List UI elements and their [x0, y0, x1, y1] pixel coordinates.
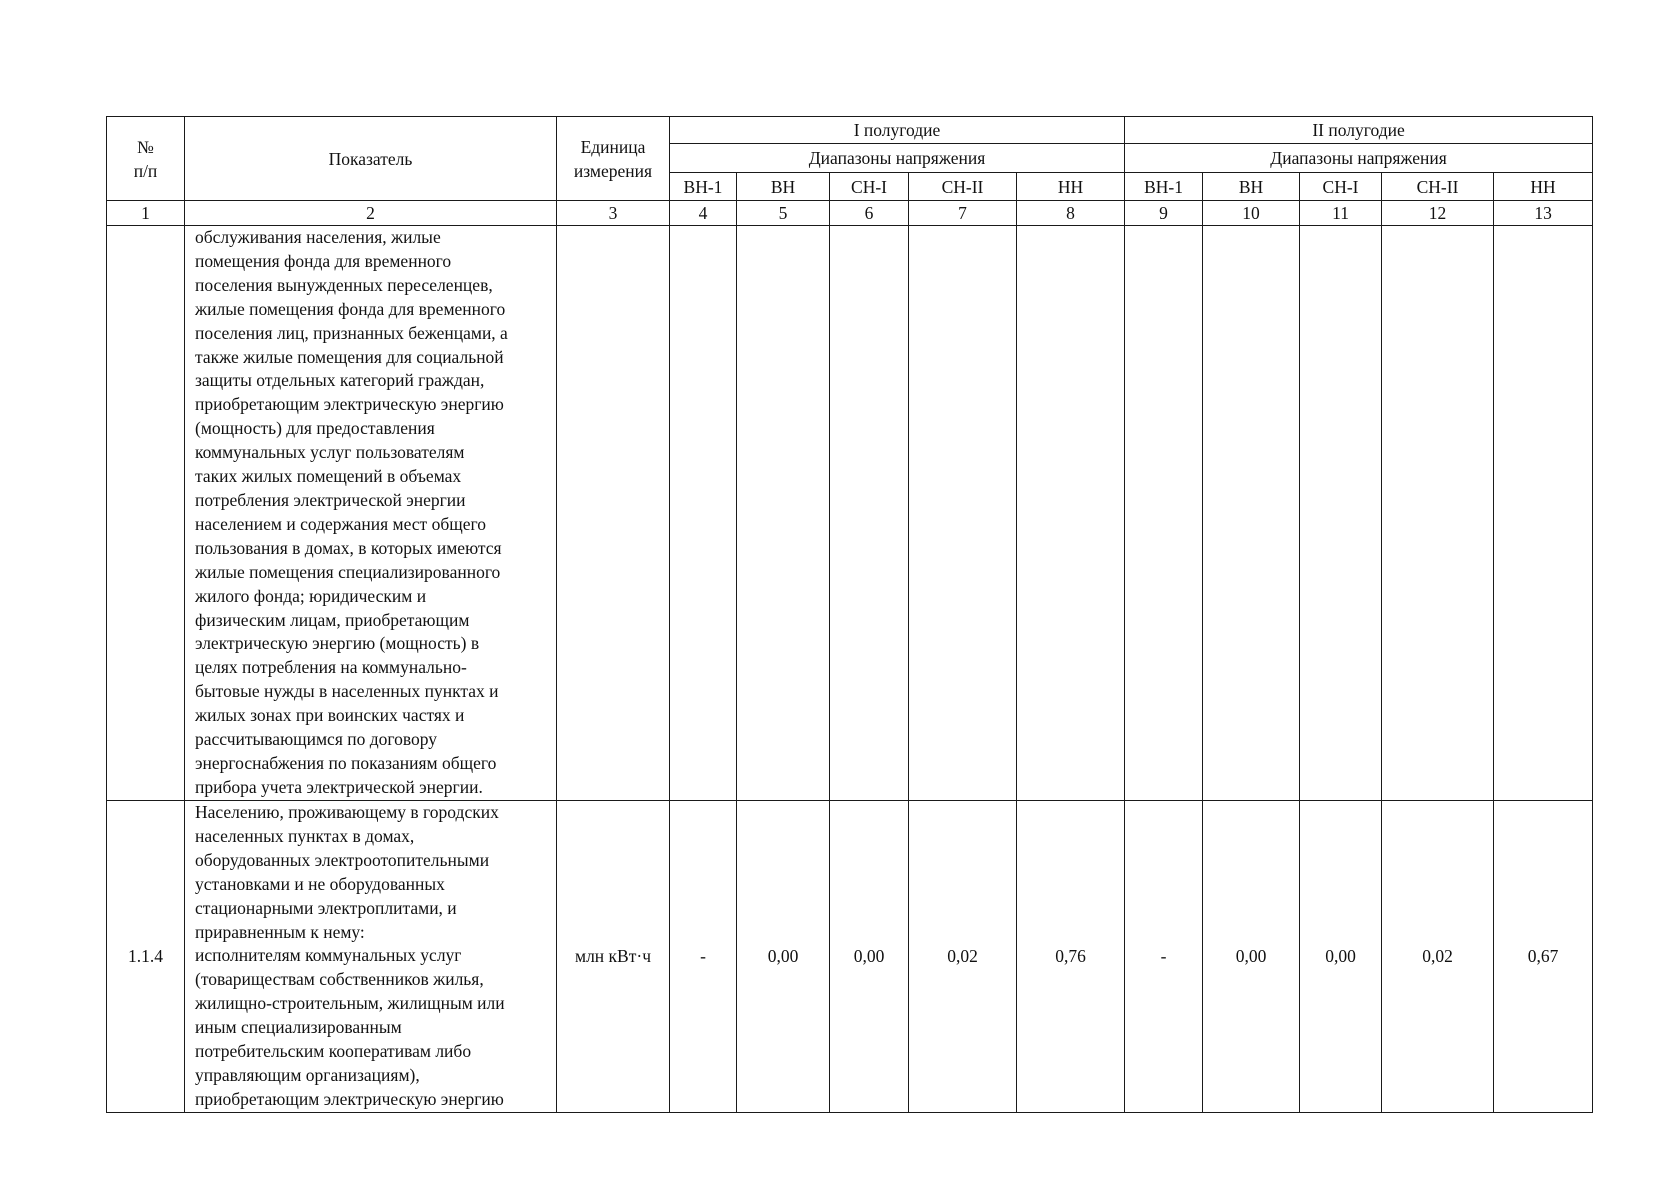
row-indicator: Населению, проживающему в городских населенных пунктах в домах, оборудованных электроотопительными установками и не оборудованных стационарными электроплитами, и приравненным к нему: исполнителям коммунальных услуг (товариществам собственников жилья, жилищно-строительным, жилищным или иным специализированным потребительским кооперативам либо управляющим организациям), приобретающим электрическую энергию: [185, 801, 557, 1113]
row-value: [1494, 226, 1593, 801]
column-number: 1: [107, 201, 185, 226]
header-voltage: ВН-1: [670, 173, 737, 201]
row-value: 0,76: [1017, 801, 1125, 1113]
row-value: -: [670, 801, 737, 1113]
row-value: 0,00: [1300, 801, 1382, 1113]
row-value: 0,67: [1494, 801, 1593, 1113]
header-voltage: НН: [1017, 173, 1125, 201]
header-half-1: I полугодие: [670, 117, 1125, 144]
row-value: [670, 226, 737, 801]
row-num: 1.1.4: [107, 801, 185, 1113]
column-number: 2: [185, 201, 557, 226]
row-value: [909, 226, 1017, 801]
column-number: 11: [1300, 201, 1382, 226]
header-ranges-1: Диапазоны напряжения: [670, 144, 1125, 173]
header-voltage: СН-II: [1382, 173, 1494, 201]
header-unit: Единица измерения: [557, 117, 670, 201]
column-number: 8: [1017, 201, 1125, 226]
header-voltage: СН-I: [1300, 173, 1382, 201]
row-value: [1382, 226, 1494, 801]
row-value: 0,02: [909, 801, 1017, 1113]
column-number: 4: [670, 201, 737, 226]
row-value: 0,02: [1382, 801, 1494, 1113]
row-value: 0,00: [1203, 801, 1300, 1113]
row-value: [737, 226, 830, 801]
column-number: 3: [557, 201, 670, 226]
header-half-2: II полугодие: [1125, 117, 1593, 144]
table-row: [107, 226, 1593, 801]
row-value: [1125, 226, 1203, 801]
row-indicator: обслуживания населения, жилые помещения фонда для временного поселения вынужденных переселенцев, жилые помещения фонда для временного поселения лиц, признанных беженцами, а также жилые помещения для социальной защиты отдельных категорий граждан, приобретающим электрическую энергию (мощность) для предоставления коммунальных услуг пользователям таких жилых помещений в объемах потребления электрической энергии населением и содержания мест общего пользования в домах, в которых имеются жилые помещения специализированного жилого фонда; юридическим и физическим лицам, приобретающим электрическую энергию (мощность) в целях потребления на коммунально- бытовые нужды в населенных пунктах и жилых зонах при воинских частях и рассчитывающимся по договору энергоснабжения по показаниям общего прибора учета электрической энергии.: [185, 226, 557, 801]
column-number: 5: [737, 201, 830, 226]
header-voltage: НН: [1494, 173, 1593, 201]
row-num: [107, 226, 185, 801]
row-value: 0,00: [830, 801, 909, 1113]
column-number: 10: [1203, 201, 1300, 226]
header-row-halves: [107, 117, 1593, 144]
column-number: 9: [1125, 201, 1203, 226]
column-number-row: [107, 201, 1593, 226]
header-voltage: ВН: [1203, 173, 1300, 201]
header-ranges-2: Диапазоны напряжения: [1125, 144, 1593, 173]
tariff-table: [106, 116, 1593, 1113]
row-value: [1203, 226, 1300, 801]
table-row: [107, 801, 1593, 1113]
header-indicator: Показатель: [185, 117, 557, 201]
header-voltage: СН-II: [909, 173, 1017, 201]
row-unit: [557, 226, 670, 801]
column-number: 6: [830, 201, 909, 226]
column-number: 7: [909, 201, 1017, 226]
row-value: [830, 226, 909, 801]
header-voltage: СН-I: [830, 173, 909, 201]
row-value: 0,00: [737, 801, 830, 1113]
row-value: [1300, 226, 1382, 801]
row-value: -: [1125, 801, 1203, 1113]
row-unit: млн кВт·ч: [557, 801, 670, 1113]
header-voltage: ВН: [737, 173, 830, 201]
header-num: № п/п: [107, 117, 185, 201]
column-number: 12: [1382, 201, 1494, 226]
column-number: 13: [1494, 201, 1593, 226]
header-voltage: ВН-1: [1125, 173, 1203, 201]
row-value: [1017, 226, 1125, 801]
